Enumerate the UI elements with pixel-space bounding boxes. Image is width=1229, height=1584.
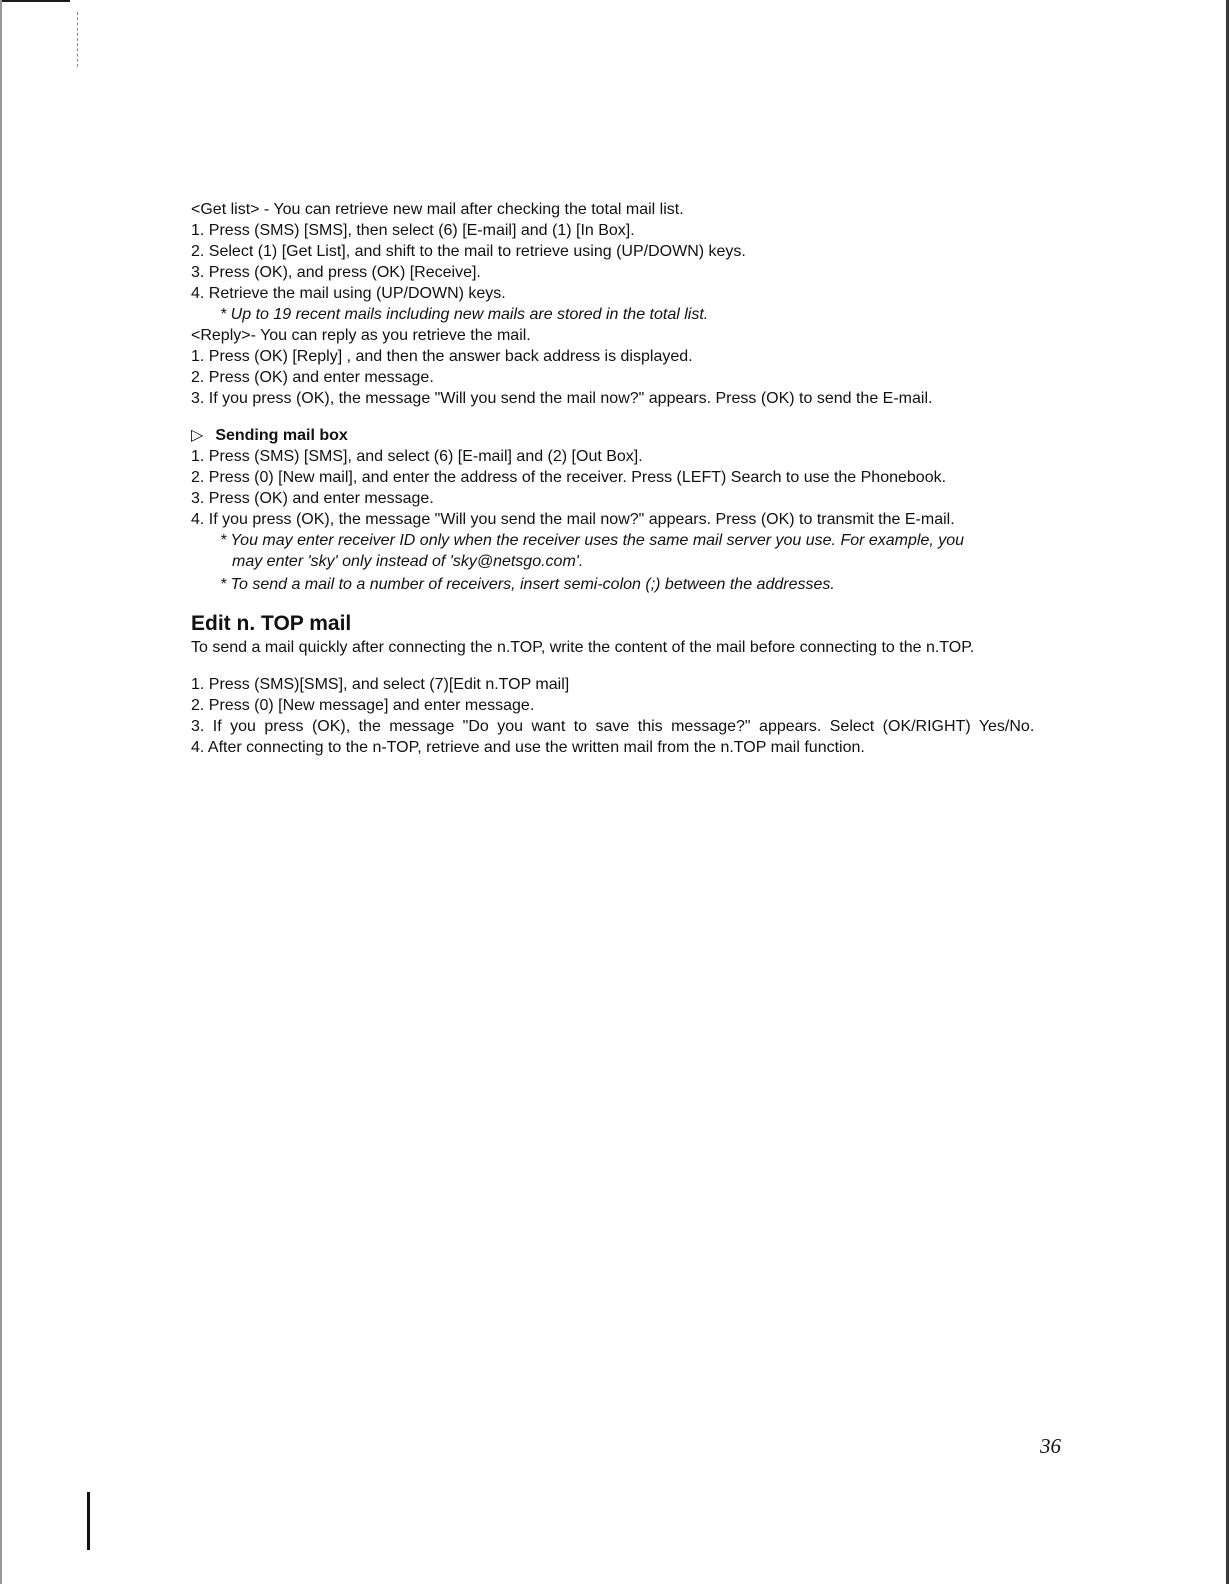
page-number: 36 [1040, 1434, 1061, 1458]
edit-ntop-step-2: 2. Press (0) [New message] and enter message. [191, 697, 535, 714]
triangle-right-icon: ▷ [191, 427, 204, 444]
sending-mail-box-label: Sending mail box [215, 427, 348, 444]
spacer [191, 658, 1086, 674]
sending-step-2: 2. Press (0) [New mail], and enter the address of the receiver. Press (LEFT) Search to use the Phonebook. [191, 469, 947, 486]
edit-ntop-step-3: 3. If you press (OK), the message "Do you want to save this message?" appears. Select (OK/RIGHT) Yes/No. [191, 718, 1035, 735]
scan-edge-top [0, 0, 70, 2]
reply-step-3: 3. If you press (OK), the message "Will you send the mail now?" appears. Press (OK) to send the E-mail. [191, 390, 933, 407]
scan-edge-left [0, 0, 2, 1584]
reply-step-2: 2. Press (OK) and enter message. [191, 369, 434, 386]
sending-note-1-line-2: may enter 'sky' only instead of 'sky@netsgo.com'. [232, 553, 584, 570]
punch-mark-top [77, 12, 78, 67]
reply-step-1: 1. Press (OK) [Reply] , and then the answer back address is displayed. [191, 348, 693, 365]
get-list-step-1: 1. Press (SMS) [SMS], then select (6) [E-mail] and (1) [In Box]. [191, 222, 635, 239]
sending-note-2: * To send a mail to a number of receivers, insert semi-colon (;) between the addresses. [220, 576, 835, 593]
page-content [191, 199, 1086, 758]
section-title-edit-ntop: Edit n. TOP mail [191, 612, 352, 635]
get-list-step-2: 2. Select (1) [Get List], and shift to the mail to retrieve using (UP/DOWN) keys. [191, 243, 746, 260]
sending-step-3: 3. Press (OK) and enter message. [191, 490, 434, 507]
get-list-step-4: 4. Retrieve the mail using (UP/DOWN) keys. [191, 285, 506, 302]
punch-mark-bottom [87, 1492, 90, 1550]
get-list-step-3: 3. Press (OK), and press (OK) [Receive]. [191, 264, 481, 281]
spacer [191, 595, 1086, 611]
edit-ntop-step-1: 1. Press (SMS)[SMS], and select (7)[Edit n.TOP mail] [191, 676, 570, 693]
get-list-intro: <Get list> - You can retrieve new mail after checking the total mail list. [191, 201, 684, 218]
sending-mail-box-heading [191, 425, 1086, 446]
spacer [191, 409, 1086, 425]
sending-note-1-line-1: * You may enter receiver ID only when the receiver uses the same mail server you use. For example, you [220, 532, 965, 549]
edit-ntop-intro: To send a mail quickly after connecting the n.TOP, write the content of the mail before connecting to the n.TOP. [191, 639, 975, 656]
get-list-note: * Up to 19 recent mails including new mails are stored in the total list. [220, 306, 709, 323]
sending-step-4: 4. If you press (OK), the message "Will you send the mail now?" appears. Press (OK) to transmit the E-mail. [191, 511, 955, 528]
edit-ntop-step-4: 4. After connecting to the n-TOP, retrieve and use the written mail from the n.TOP mail function. [191, 739, 865, 756]
reply-intro: <Reply>- You can reply as you retrieve the mail. [191, 327, 531, 344]
sending-step-1: 1. Press (SMS) [SMS], and select (6) [E-mail] and (2) [Out Box]. [191, 448, 643, 465]
